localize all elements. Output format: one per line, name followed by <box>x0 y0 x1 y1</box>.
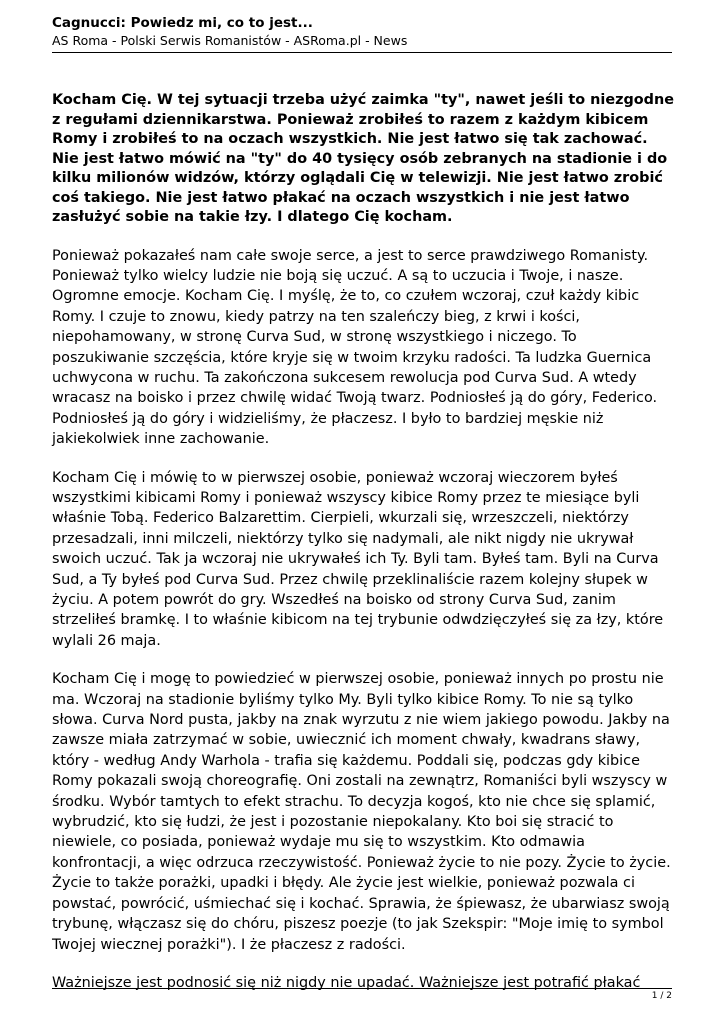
site-subtitle: AS Roma - Polski Serwis Romanistów - ASRoma.pl - News <box>52 33 408 48</box>
article-paragraph-3: Kocham Cię i mogę to powiedzieć w pierwszej osobie, ponieważ innych po prostu nie ma. Wczoraj na stadionie byliśmy tylko My. Byli tylko kibice Romy. To nie są tylko słowa. Curva Nord pusta, jakby na znak wyrzutu z nie wiem jakiego powodu. Jakby na zawsze miała zatrzymać w sobie, uwiecznić ich moment chwały, kwadrans sławy, który - według Andy Warhola - trafia się każdemu. Poddali się, podczas gdy kibice Romy pokazali swoją choreografię. Oni zostali na zewnątrz, Romaniści byli wszyscy w środku. Wybór tamtych to efekt strachu. To decyzja kogoś, kto nie chce się splamić, wybrudzić, kto się łudzi, że jest i pozostanie niepokalany. Kto boi się stracić to niewiele, co posiada, ponieważ wydaje mu się to wszystkim. Kto odmawia konfrontacji, a więc odrzuca rzeczywistość. Ponieważ życie to nie pozy. Życie to życie. Życie to także porażki, upadki i błędy. Ale życie jest wielkie, ponieważ pozwala ci powstać, powrócić, uśmiechać się i kochać. Sprawia, że śpiewasz, że ubarwiasz swoją trybunę, włączasz się do chóru, piszesz poezje (to jak Szekspir: "Moje imię to symbol Twojej wiecznej porażki"). I że płaczesz z radości. <box>52 671 671 953</box>
article-paragraph-1: Ponieważ pokazałeś nam całe swoje serce, a jest to serce prawdziwego Romanisty. Ponieważ tylko wielcy ludzie nie boją się uczuć. A są to uczucia i Twoje, i nasze. Ogromne emocje. Kocham Cię. I myślę, że to, co czułem wczoraj, czuł każdy kibic Romy. I czuje to znowu, kiedy patrzy na ten szaleńczy bieg, z krwi i kości, niepohamowany, w stronę Curva Sud, w stronę wszystkiego i niczego. To poszukiwanie szczęścia, które kryje się w twoim krzyku radości. Ta ludzka Guernica uchwycona w ruchu. Ta zakończona sukcesem rewolucja pod Curva Sud. A wtedy wracasz na boisko i przez chwilę widać Twoją twarz. Podniosłeś ją do góry, Federico. Podniosłeś ją do góry i widzieliśmy, że płaczesz. I było to bardziej męskie niż jakiekolwiek inne zachowanie. <box>52 247 658 448</box>
footer-divider <box>52 988 672 989</box>
page-number: 1 / 2 <box>651 991 672 1001</box>
article-paragraph-2: Kocham Cię i mówię to w pierwszej osobie, ponieważ wczoraj wieczorem byłeś wszystkimi kibicami Romy i ponieważ wszyscy kibice Romy przez te miesiące byli właśnie Tobą. Federico Balzarettim. Cierpieli, wkurzali się, wrzeszczeli, niektórzy przesadzali, inni milczeli, niektórzy tylko się nadymali, ale nikt nigdy nie ukrywał swoich uczuć. Tak ja wczoraj nie ukrywałeś ich Ty. Byli tam. Byłeś tam. Byli na Curva Sud, a Ty byłeś pod Curva Sud. Przez chwilę przeklinaliście razem kolejny słupek w życiu. A potem powrót do gry. Wszedłeś na boisko od strony Curva Sud, zanim strzeliłeś bramkę. I to właśnie kibicom na tej trybunie odwdzięczyłeś się za łzy, które wylali 26 maja. <box>52 469 664 649</box>
article-lead: Kocham Cię. W tej sytuacji trzeba użyć zaimka "ty", nawet jeśli to niezgodne z regułami dziennikarstwa. Ponieważ zrobiłeś to razem z każdym kibicem Romy i zrobiłeś to na oczach wszystkich. Nie jest łatwo się tak zachować. Nie jest łatwo mówić na "ty" do 40 tysięcy osób zebranych na stadionie i do kilku milionów widzów, którzy oglądali Cię w telewizji. Nie jest łatwo zrobić coś takiego. Nie jest łatwo płakać na oczach wszystkich i nie jest łatwo zasłużyć sobie na takie łzy. I dlatego Cię kocham. <box>52 92 674 225</box>
document-header <box>52 14 672 49</box>
header-divider <box>52 52 672 53</box>
article-title: Cagnucci: Powiedz mi, co to jest... <box>52 15 313 31</box>
article-body <box>52 91 674 1011</box>
article-paragraph-4: Ważniejsze jest podnosić się niż nigdy nie upadać. Ważniejsze jest potrafić płakać <box>52 974 641 991</box>
